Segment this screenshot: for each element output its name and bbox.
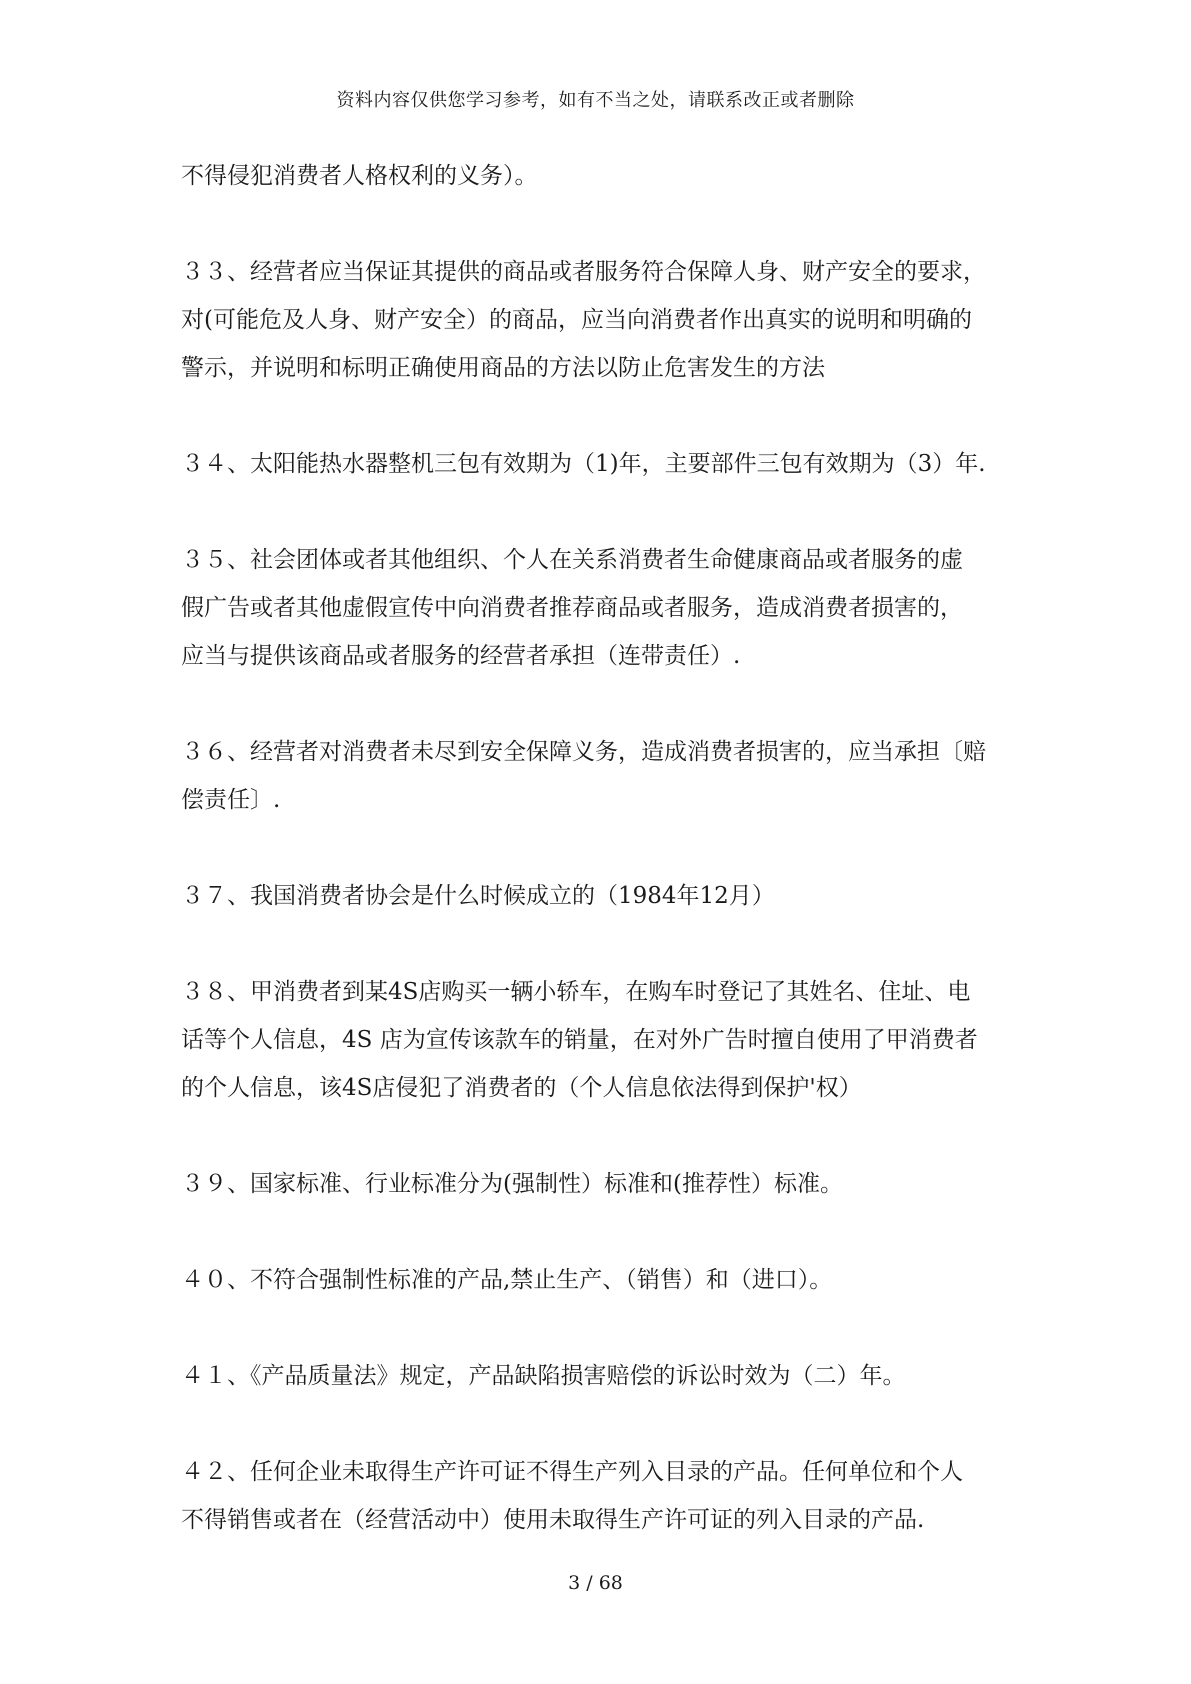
text-line: 不得销售或者在（经营活动中）使用未取得生产许可证的列入目录的产品. bbox=[181, 1507, 925, 1533]
document-body bbox=[181, 152, 1021, 1592]
text-line: ３５、社会团体或者其他组织、个人在关系消费者生命健康商品或者服务的虚 bbox=[181, 547, 963, 573]
text-line: ４２、任何企业未取得生产许可证不得生产列入目录的产品。任何单位和个人 bbox=[181, 1459, 963, 1485]
text-line: ４０、不符合强制性标准的产品,禁止生产、（销售）和（进口）。 bbox=[181, 1267, 833, 1293]
text-line: ４１、《产品质量法》规定，产品缺陷损害赔偿的诉讼时效为（二）年。 bbox=[181, 1363, 906, 1389]
text-line: 不得侵犯消费者人格权利的义务）。 bbox=[181, 163, 538, 189]
text-line: 偿责任〕. bbox=[181, 787, 281, 813]
page-number: 3 / 68 bbox=[568, 1572, 623, 1594]
paragraph-40 bbox=[181, 1256, 1021, 1304]
text-line: 应当与提供该商品或者服务的经营者承担（连带责任）. bbox=[181, 643, 741, 669]
paragraph-34 bbox=[181, 440, 1021, 488]
text-line: ３８、甲消费者到某4S店购买一辆小轿车，在购车时登记了其姓名、住址、电 bbox=[181, 979, 971, 1005]
paragraph-35 bbox=[181, 536, 1021, 680]
paragraph-36 bbox=[181, 728, 1021, 824]
text-line: ３９、国家标准、行业标准分为(强制性）标准和(推荐性）标准。 bbox=[181, 1171, 843, 1197]
text-line: 警示，并说明和标明正确使用商品的方法以防止危害发生的方法 bbox=[181, 355, 825, 381]
text-line: 话等个人信息，4S 店为宣传该款车的销量，在对外广告时擅自使用了甲消费者 bbox=[181, 1027, 978, 1053]
text-line: 假广告或者其他虚假宣传中向消费者推荐商品或者服务，造成消费者损害的， bbox=[181, 595, 963, 621]
paragraph-42 bbox=[181, 1448, 1021, 1544]
paragraph-1 bbox=[181, 152, 1021, 200]
text-line: ３４、太阳能热水器整机三包有效期为（1)年，主要部件三包有效期为（3）年. bbox=[181, 451, 986, 477]
paragraph-38 bbox=[181, 968, 1021, 1112]
text-line: 的个人信息，该4S店侵犯了消费者的（个人信息依法得到保护'权） bbox=[181, 1075, 862, 1101]
paragraph-41 bbox=[181, 1352, 1021, 1400]
text-line: ３６、经营者对消费者未尽到安全保障义务，造成消费者损害的，应当承担〔赔 bbox=[181, 739, 986, 765]
page-header-notice: 资料内容仅供您学习参考，如有不当之处，请联系改正或者删除 bbox=[336, 90, 855, 111]
text-line: 对(可能危及人身、财产安全）的商品，应当向消费者作出真实的说明和明确的 bbox=[181, 307, 972, 333]
text-line: ３７、我国消费者协会是什么时候成立的（1984年12月） bbox=[181, 883, 775, 909]
paragraph-37 bbox=[181, 872, 1021, 920]
paragraph-33 bbox=[181, 248, 1021, 392]
text-line: ３３、经营者应当保证其提供的商品或者服务符合保障人身、财产安全的要求， bbox=[181, 259, 986, 285]
paragraph-39 bbox=[181, 1160, 1021, 1208]
